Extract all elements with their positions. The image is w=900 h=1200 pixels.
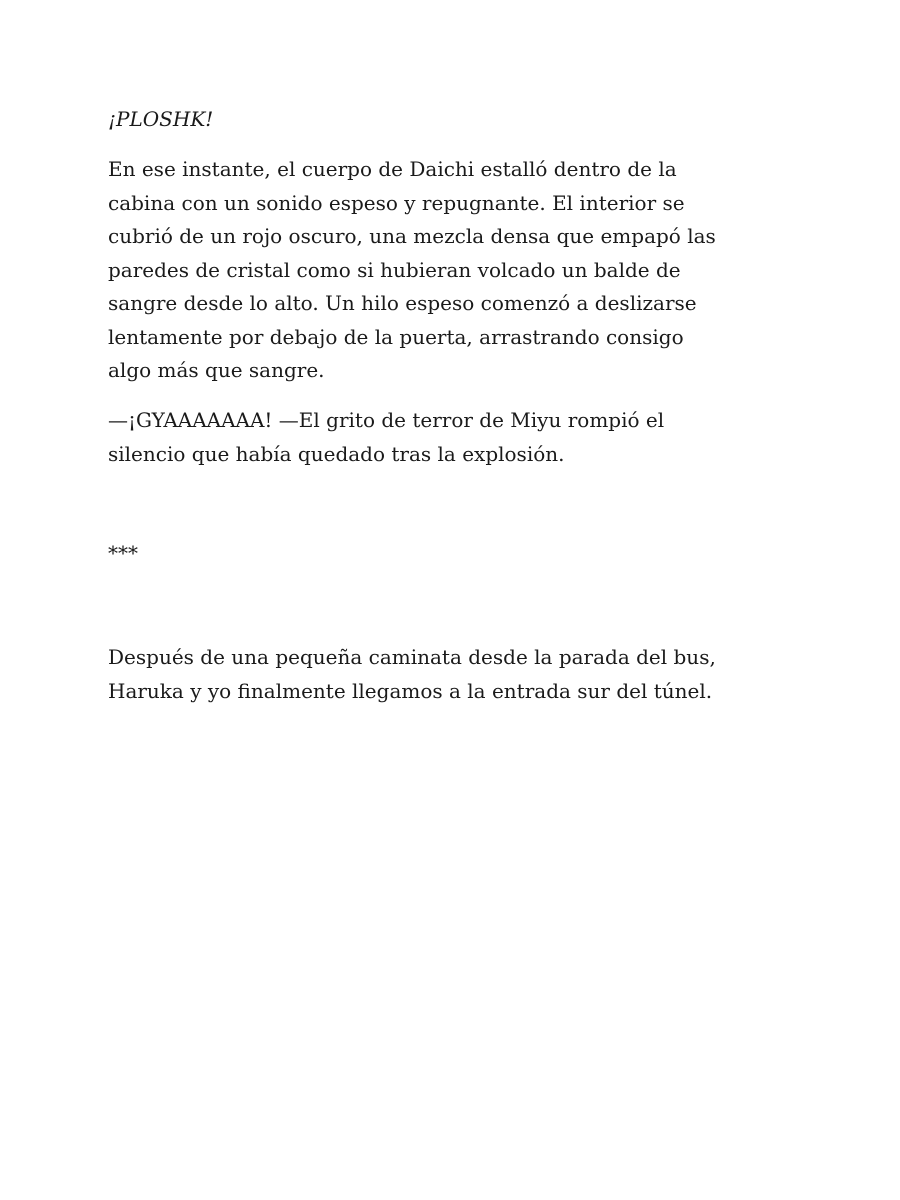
scene-break: ***: [108, 541, 138, 565]
paragraph-explosion: En ese instante, el cuerpo de Daichi estalló dentro de la cabina con un sonido espeso y repugnante. El interior se cubrió de un rojo oscuro, una mezcla densa que empapó las paredes de cristal como si hubieran volcado un balde de sangre desde lo alto. Un hilo espeso comenzó a deslizarse lentamente por debajo de la puerta, arrastrando consigo algo más que sangre.: [108, 157, 716, 382]
paragraph-scream: —¡GYAAAAAAA! —El grito de terror de Miyu rompió el silencio que había quedado tras la explosión.: [108, 408, 665, 466]
sound-effect-line: ¡PLOSHK!: [108, 107, 214, 131]
paragraph-arrival: Después de una pequeña caminata desde la parada del bus, Haruka y yo finalmente llegamos a la entrada sur del túnel.: [108, 645, 716, 703]
